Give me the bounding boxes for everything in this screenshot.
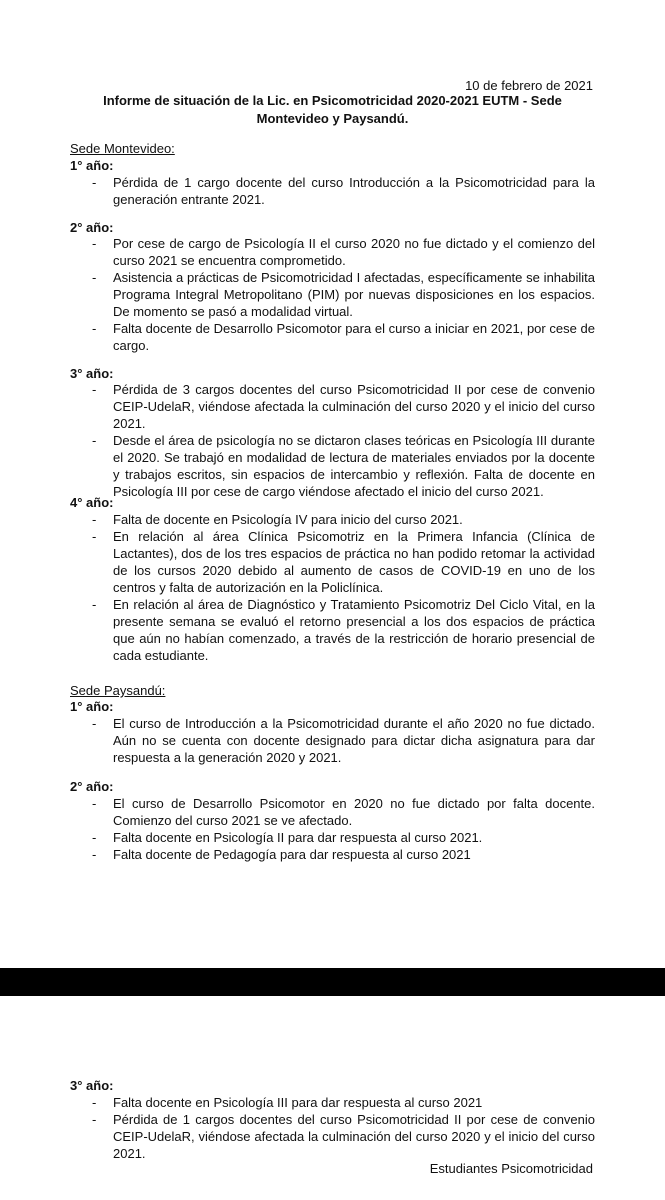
montevideo-year-2-list (70, 235, 595, 354)
title-line-1: Informe de situación de la Lic. en Psicomotricidad 2020-2021 EUTM - Sede (103, 93, 562, 108)
montevideo-year-2-label: 2° año: (70, 220, 114, 235)
title-line-2: Montevideo y Paysandú. (256, 111, 409, 126)
document-title (70, 92, 595, 128)
list-item: - En relación al área Clínica Psicomotriz en la Primera Infancia (Clínica de Lactantes), dos de los tres espacios de práctica no han podido retomar la actividad de los cursos 2020 debido al aumento de casos de COVID-19 en uno de los centros y falta de autorización en la Policlínica. (70, 528, 595, 596)
montevideo-year-1-label: 1° año: (70, 158, 114, 173)
list-item: - Falta de docente en Psicología IV para inicio del curso 2021. (70, 511, 595, 528)
montevideo-year-1-list (70, 174, 595, 208)
list-item: - Falta docente en Psicología II para dar respuesta al curso 2021. (70, 829, 595, 846)
section-heading-paysandu: Sede Paysandú: (70, 683, 166, 698)
montevideo-year-3-label: 3° año: (70, 366, 114, 381)
list-item: - Falta docente de Desarrollo Psicomotor para el curso a iniciar en 2021, por cese de cargo. (70, 320, 595, 354)
list-item: - Asistencia a prácticas de Psicomotricidad I afectadas, específicamente se inhabilita Programa Integral Metropolitano (PIM) por nuevas disposiciones en los espacios. De momento se pasó a modalidad virtual. (70, 269, 595, 320)
paysandu-year-1-list (70, 715, 595, 766)
list-item: - El curso de Introducción a la Psicomotricidad durante el año 2020 no fue dictado. Aún no se cuenta con docente designado para dictar dicha asignatura para dar respuesta a la generación 2020 y 2021. (70, 715, 595, 766)
page-break-band (0, 968, 665, 996)
list-item: - Por cese de cargo de Psicología II el curso 2020 no fue dictado y el comienzo del curso 2021 se encuentra comprometido. (70, 235, 595, 269)
list-item: - En relación al área de Diagnóstico y Tratamiento Psicomotriz Del Ciclo Vital, en la presente semana se evaluó el retorno presencial a los dos espacios de práctica que aún no habían comenzado, a través de la restricción de horario presencial de cada estudiante. (70, 596, 595, 664)
list-item: - Desde el área de psicología no se dictaron clases teóricas en Psicología III durante el 2020. Se trabajó en modalidad de lectura de materiales enviados por la docente y trabajos escritos, sin espacios de intercambio y reflexión. Falta de docente en Psicología III por cese de cargo viéndose afectado el inicio del curso 2021. (70, 432, 595, 500)
list-item: - El curso de Desarrollo Psicomotor en 2020 no fue dictado por falta docente. Comienzo del curso 2021 se ve afectado. (70, 795, 595, 829)
montevideo-year-4-list (70, 511, 595, 664)
section-heading-montevideo: Sede Montevideo: (70, 141, 175, 156)
montevideo-year-3-list (70, 381, 595, 500)
paysandu-year-2-list (70, 795, 595, 863)
montevideo-year-4-label: 4° año: (70, 495, 114, 510)
signature: Estudiantes Psicomotricidad (429, 1161, 593, 1176)
paysandu-year-2-label: 2° año: (70, 779, 114, 794)
list-item: - Pérdida de 3 cargos docentes del curso Psicomotricidad II por cese de convenio CEIP-UdelaR, viéndose afectada la culminación del curso 2020 y el inicio del curso 2021. (70, 381, 595, 432)
list-item: - Pérdida de 1 cargos docentes del curso Psicomotricidad II por cese de convenio CEIP-UdelaR, viéndose afectada la culminación del curso 2020 y el inicio del curso 2021. (70, 1111, 595, 1162)
list-item: - Pérdida de 1 cargo docente del curso Introducción a la Psicomotricidad para la generación entrante 2021. (70, 174, 595, 208)
paysandu-year-3-label: 3° año: (70, 1078, 114, 1093)
list-item: - Falta docente en Psicología III para dar respuesta al curso 2021 (70, 1094, 595, 1111)
paysandu-year-3-list (70, 1094, 595, 1162)
list-item: - Falta docente de Pedagogía para dar respuesta al curso 2021 (70, 846, 595, 863)
document-date: 10 de febrero de 2021 (465, 78, 593, 93)
paysandu-year-1-label: 1° año: (70, 699, 114, 714)
